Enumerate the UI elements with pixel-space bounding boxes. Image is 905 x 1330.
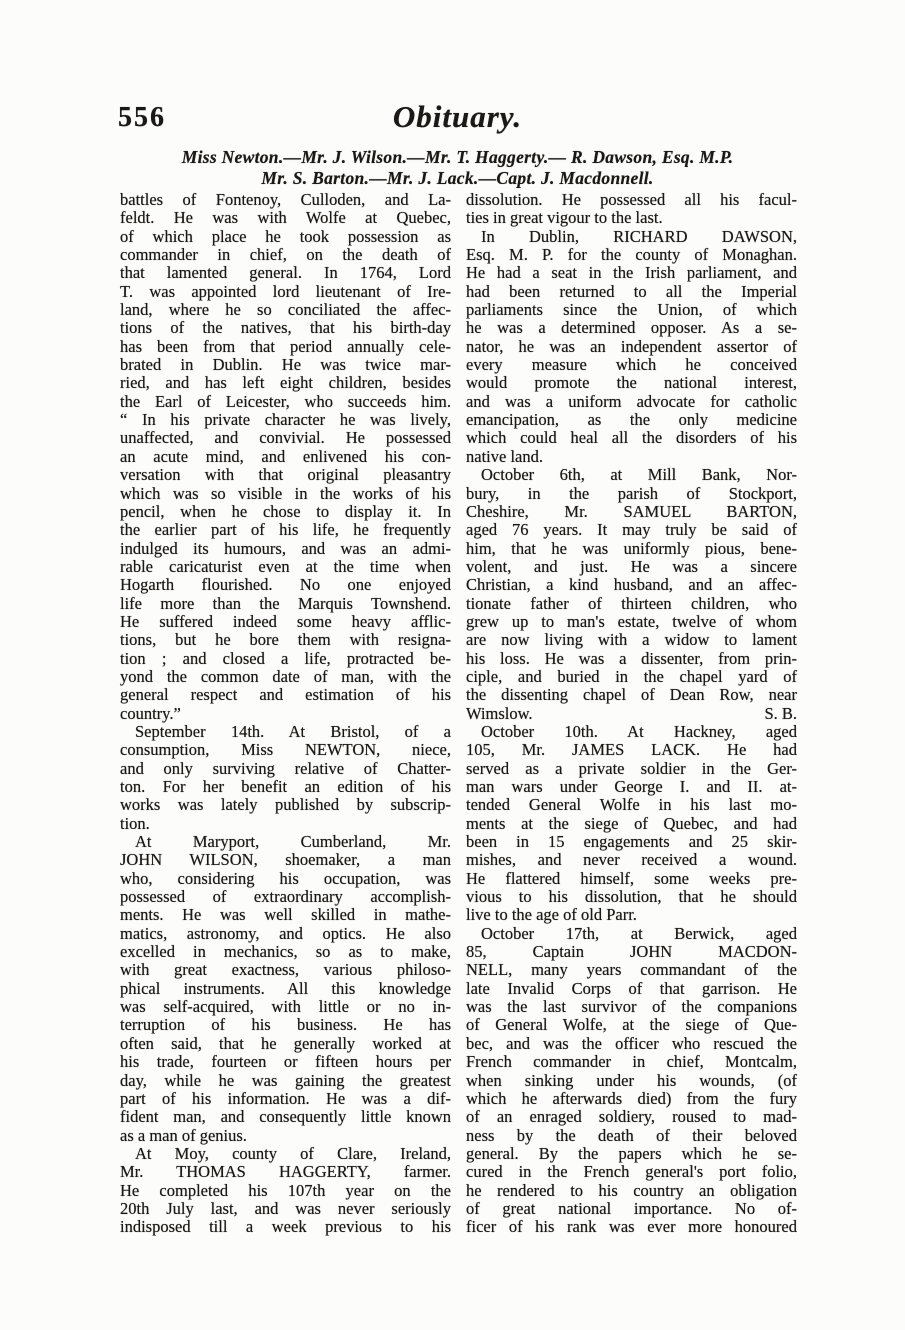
- text-line: served as a private soldier in the Ger-: [466, 758, 797, 778]
- text-line: 85, Captain JOHN MACDON-: [466, 942, 797, 962]
- text-line: late Invalid Corps of that garrison. He: [466, 978, 797, 998]
- paragraph: [120, 191, 451, 723]
- text-line: been in 15 engagements and 25 skir-: [466, 832, 797, 852]
- text-line: ficer of his rank was ever more honoured: [466, 1217, 797, 1237]
- text-line: had been returned to all the Imperial: [466, 281, 797, 301]
- right-column: [466, 191, 797, 1237]
- text-line: of great national importance. No of-: [466, 1198, 797, 1218]
- text-line: October 17th, at Berwick, aged: [481, 923, 797, 943]
- text-line: He suffered indeed some heavy afflic-: [120, 611, 451, 631]
- text-line: At Moy, county of Clare, Ireland,: [135, 1143, 451, 1163]
- text-line: battles of Fontenoy, Culloden, and La-: [120, 190, 451, 209]
- text-line: ments at the siege of Quebec, and had: [466, 813, 797, 833]
- text-line: which could heal all the disorders of his: [466, 428, 797, 448]
- text-line: native land.: [466, 446, 543, 466]
- text-line: Hogarth flourished. No one enjoyed: [120, 575, 451, 595]
- text-line: would promote the national interest,: [466, 373, 797, 393]
- text-line: as a man of genius.: [120, 1125, 247, 1145]
- text-line: often said, that he generally worked at: [120, 1033, 451, 1053]
- paragraph: [466, 466, 797, 723]
- text-line: parliaments since the Union, of which: [466, 300, 797, 320]
- text-line: with great exactness, various philoso-: [120, 960, 451, 980]
- page-number: 556: [118, 102, 166, 133]
- text-line: NELL, many years commandant of the: [466, 960, 797, 980]
- text-line: he rendered to his country an obligation: [466, 1180, 797, 1200]
- signature: S. B.: [764, 703, 797, 723]
- text-line: ness by the death of their beloved: [466, 1125, 797, 1145]
- text-line: ried, and has left eight children, besides: [120, 373, 451, 393]
- text-line: tions, but he bore them with resigna-: [120, 630, 451, 650]
- text-line: him, that he was uniformly pious, bene-: [466, 538, 797, 558]
- text-line: man wars under George I. and II. at-: [466, 777, 797, 796]
- paragraph: [466, 228, 797, 466]
- text-line: his trade, fourteen or fifteen hours per: [120, 1052, 451, 1072]
- text-line: consumption, Miss NEWTON, niece,: [120, 740, 451, 760]
- text-line: volent, and just. He was a sincere: [466, 556, 797, 576]
- text-line: and was a uniform advocate for catholic: [466, 391, 797, 411]
- text-line: ton. For her benefit an edition of his: [120, 777, 451, 796]
- subtitle-line-2: Mr. S. Barton.—Mr. J. Lack.—Capt. J. Macdonnell.: [261, 167, 654, 188]
- text-line: Christian, a kind husband, and an affec-: [466, 575, 797, 595]
- text-line: cured in the French general's port folio,: [466, 1162, 797, 1182]
- text-line: was the last survivor of the companions: [466, 997, 797, 1017]
- text-line: tion ; and closed a life, protracted be-: [120, 648, 451, 668]
- paragraph: [466, 723, 797, 925]
- paragraph: [120, 833, 451, 1145]
- text-line: he was a determined opposer. As a se-: [466, 318, 797, 338]
- text-line: indisposed till a week previous to his: [120, 1217, 451, 1237]
- text-line: 20th July last, and was never seriously: [120, 1198, 451, 1218]
- text-line: tionate father of thirteen children, who: [466, 593, 797, 613]
- text-line: 105, Mr. JAMES LACK. He had: [466, 740, 797, 760]
- obituary-names-header: [60, 147, 855, 188]
- text-line: which was so visible in the works of his: [120, 483, 451, 503]
- paragraph: [466, 925, 797, 1237]
- subtitle-line-1: Miss Newton.—Mr. J. Wilson.—Mr. T. Haggerty.— R. Dawson, Esq. M.P.: [181, 147, 734, 167]
- text-line: T. was appointed lord lieutenant of Ire-: [120, 281, 451, 301]
- text-line: [466, 705, 797, 723]
- text-line: Mr. THOMAS HAGGERTY, farmer.: [120, 1162, 451, 1182]
- text-line: At Maryport, Cumberland, Mr.: [135, 832, 451, 852]
- text-line: In Dublin, RICHARD DAWSON,: [481, 226, 797, 246]
- text-line: terruption of his business. He has: [120, 1015, 451, 1035]
- text-line: country.”: [120, 703, 181, 723]
- text-line: life more than the Marquis Townshend.: [120, 593, 451, 613]
- text-line: of General Wolfe, at the siege of Que-: [466, 1015, 797, 1035]
- text-line: part of his information. He was a dif-: [120, 1088, 451, 1108]
- text-line: French commander in chief, Montcalm,: [466, 1052, 797, 1072]
- text-line: JOHN WILSON, shoemaker, a man: [120, 850, 451, 870]
- text-line: excelled in mechanics, so as to make,: [120, 942, 451, 962]
- text-line: tended General Wolfe in his last mo-: [466, 795, 797, 815]
- text-line: ties in great vigour to the last.: [466, 208, 663, 228]
- text-line: October 6th, at Mill Bank, Nor-: [481, 465, 797, 485]
- text-line: his loss. He was a dissenter, from prin-: [466, 648, 797, 668]
- text-line: October 10th. At Hackney, aged: [481, 721, 797, 741]
- text-line: nator, he was an independent assertor of: [466, 336, 797, 356]
- text-line: land, where he so conciliated the affec-: [120, 300, 451, 320]
- text-line: which he afterwards died) from the fury: [466, 1088, 797, 1108]
- text-line: Esq. M. P. for the county of Monaghan.: [466, 245, 797, 265]
- text-line: emancipation, as the only medicine: [466, 410, 797, 430]
- left-column: [120, 191, 451, 1237]
- text-line: bury, in the parish of Stockport,: [466, 483, 797, 503]
- text-line: was self-acquired, with little or no in-: [120, 997, 451, 1017]
- text-line: and only surviving relative of Chatter-: [120, 758, 451, 778]
- text-line: that lamented general. In 1764, Lord: [120, 263, 451, 283]
- text: Wimslow.: [466, 703, 533, 723]
- text-line: bec, and was the officer who rescued the: [466, 1033, 797, 1053]
- text-line: has been from that period annually cele-: [120, 336, 451, 356]
- text-line: are now living with a widow to lament: [466, 630, 797, 650]
- text-line: feldt. He was with Wolfe at Quebec,: [120, 208, 451, 228]
- text-line: “ In his private character he was lively,: [120, 410, 451, 430]
- text-line: every measure which he conceived: [466, 355, 797, 375]
- paragraph: [120, 1145, 451, 1237]
- text-line: when sinking under his wounds, (of: [466, 1070, 797, 1090]
- text-line: day, while he was gaining the greatest: [120, 1070, 451, 1090]
- paragraph: [120, 723, 451, 833]
- text-line: the dissenting chapel of Dean Row, near: [466, 685, 797, 705]
- text-line: brated in Dublin. He was twice mar-: [120, 355, 451, 375]
- text-line: tion.: [120, 813, 150, 833]
- text-line: possessed of extraordinary accomplish-: [120, 887, 451, 907]
- text-line: rable caricaturist even at the time when: [120, 556, 451, 576]
- text-line: versation with that original pleasantry: [120, 465, 451, 485]
- text-line: He completed his 107th year on the: [120, 1180, 451, 1200]
- page-title: Obituary.: [392, 99, 523, 134]
- text-line: yond the common date of man, with the: [120, 666, 451, 686]
- text-line: who, considering his occupation, was: [120, 868, 451, 888]
- text-line: commander in chief, on the death of: [120, 245, 451, 265]
- text-line: ments. He was well skilled in mathe-: [120, 905, 451, 925]
- text-line: of an enraged soldiery, roused to mad-: [466, 1107, 797, 1127]
- text-columns: [120, 191, 797, 1237]
- text-line: tions of the natives, that his birth-day: [120, 318, 451, 338]
- text-line: unaffected, and convivial. He possessed: [120, 428, 451, 448]
- text-line: dissolution. He possessed all his facul-: [466, 190, 797, 209]
- text-line: He had a seat in the Irish parliament, and: [466, 263, 797, 283]
- text-line: fident man, and consequently little known: [120, 1107, 451, 1127]
- text-line: He flattered himself, some weeks pre-: [466, 868, 797, 888]
- text-line: phical instruments. All this knowledge: [120, 978, 451, 998]
- text-line: matics, astronomy, and optics. He also: [120, 923, 451, 943]
- text-line: ciple, and buried in the chapel yard of: [466, 666, 797, 686]
- text-line: vious to his dissolution, that he should: [466, 887, 797, 907]
- text-line: mishes, and never received a wound.: [466, 850, 797, 870]
- text-line: Cheshire, Mr. SAMUEL BARTON,: [466, 501, 797, 521]
- text-line: pencil, when he chose to display it. In: [120, 501, 451, 521]
- text-line: general. By the papers which he se-: [466, 1143, 797, 1163]
- text-line: an acute mind, and enlivened his con-: [120, 446, 451, 466]
- text-line: general respect and estimation of his: [120, 685, 451, 705]
- text-line: indulged its humours, and was an admi-: [120, 538, 451, 558]
- text-line: works was lately published by subscrip-: [120, 795, 451, 815]
- text-line: of which place he took possession as: [120, 226, 451, 246]
- text-line: September 14th. At Bristol, of a: [135, 721, 451, 741]
- text-line: aged 76 years. It may truly be said of: [466, 520, 797, 540]
- text-line: the earlier part of his life, he frequently: [120, 520, 451, 540]
- text-line: live to the age of old Parr.: [466, 905, 637, 925]
- paragraph: [466, 191, 797, 228]
- text-line: grew up to man's estate, twelve of whom: [466, 611, 797, 631]
- text-line: the Earl of Leicester, who succeeds him.: [120, 391, 451, 411]
